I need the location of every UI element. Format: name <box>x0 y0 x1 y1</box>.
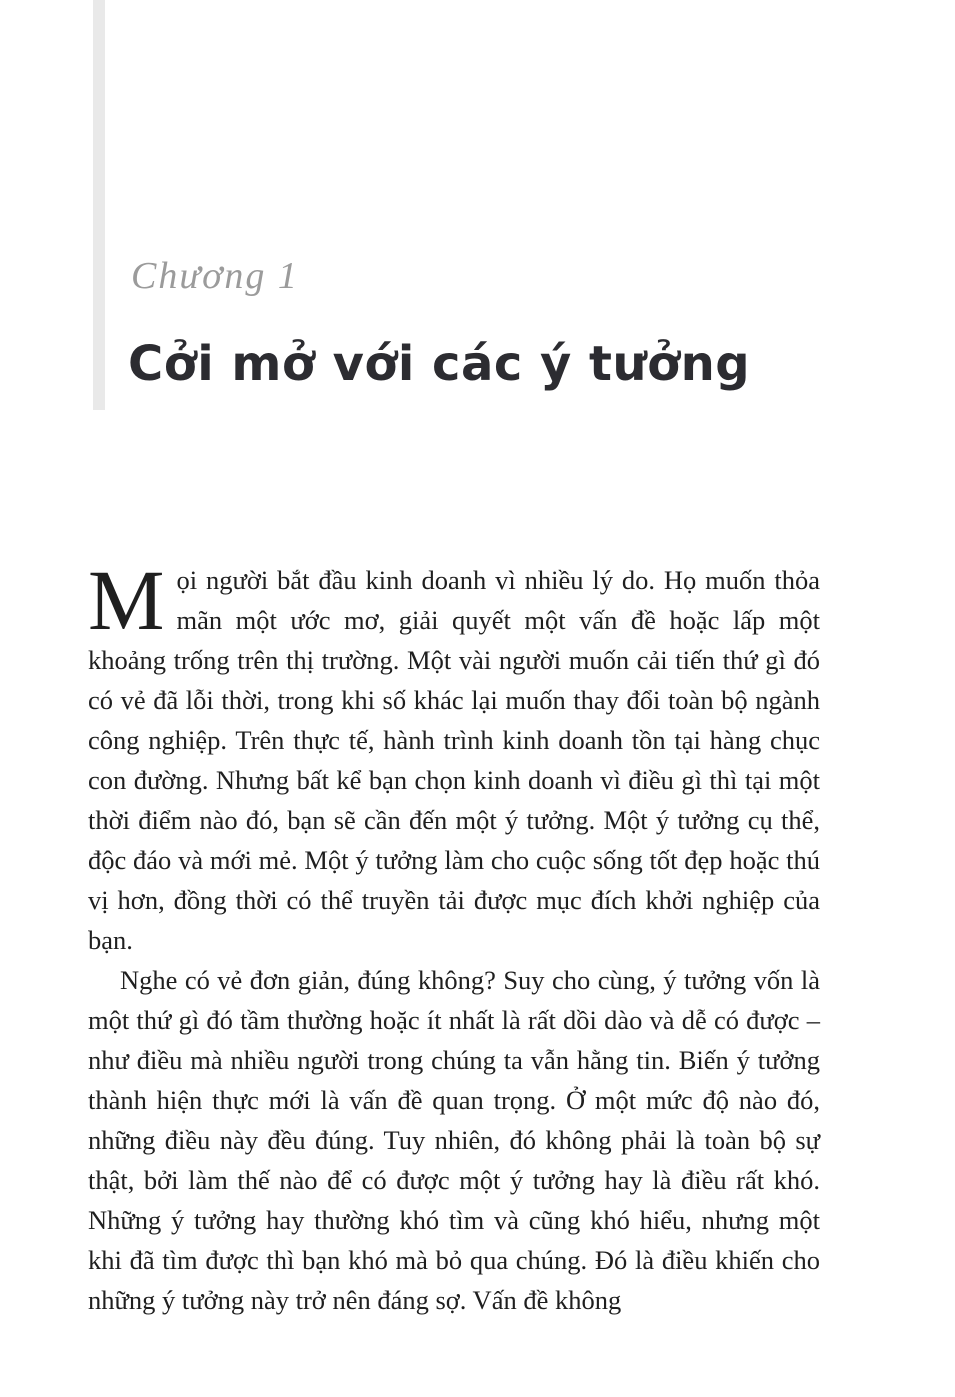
chapter-number-label: Chương 1 <box>131 255 299 297</box>
chapter-accent-bar <box>93 0 105 410</box>
body-text <box>88 552 820 1320</box>
paragraph-2: Nghe có vẻ đơn giản, đúng không? Suy cho cùng, ý tưởng vốn là một thứ gì đó tầm thường hoặc ít nhất là rất dồi dào và dễ có được – như điều mà nhiều người trong chúng ta vẫn hằng tin. Biến ý tưởng thành hiện thực mới là vấn đề quan trọng. Ở một mức độ nào đó, những điều này đều đúng. Tuy nhiên, đó không phải là toàn bộ sự thật, bởi làm thế nào để có được một ý tưởng hay là điều rất khó. Những ý tưởng hay thường khó tìm và cũng khó hiểu, nhưng một khi đã tìm được thì bạn khó mà bỏ qua chúng. Đó là điều khiến cho những ý tưởng này trở nên đáng sợ. Vấn đề không <box>88 965 820 1315</box>
drop-cap: M <box>88 552 165 648</box>
chapter-title: Cởi mở với các ý tưởng <box>128 336 751 392</box>
paragraph-1-text: ọi người bắt đầu kinh doanh vì nhiều lý do. Họ muốn thỏa mãn một ước mơ, giải quyết một vấn đề hoặc lấp một khoảng trống trên thị trường. Một vài người muốn cải tiến thứ gì đó có vẻ đã lỗi thời, trong khi số khác lại muốn thay đổi toàn bộ ngành công nghiệp. Trên thực tế, hành trình kinh doanh tồn tại hàng chục con đường. Nhưng bất kể bạn chọn kinh doanh vì điều gì thì tại một thời điểm nào đó, bạn sẽ cần đến một ý tưởng. Một ý tưởng cụ thể, độc đáo và mới mẻ. Một ý tưởng làm cho cuộc sống tốt đẹp hoặc thú vị hơn, đồng thời có thể truyền tải được mục đích khởi nghiệp của bạn. <box>88 565 820 955</box>
paragraph-1 <box>88 552 820 960</box>
